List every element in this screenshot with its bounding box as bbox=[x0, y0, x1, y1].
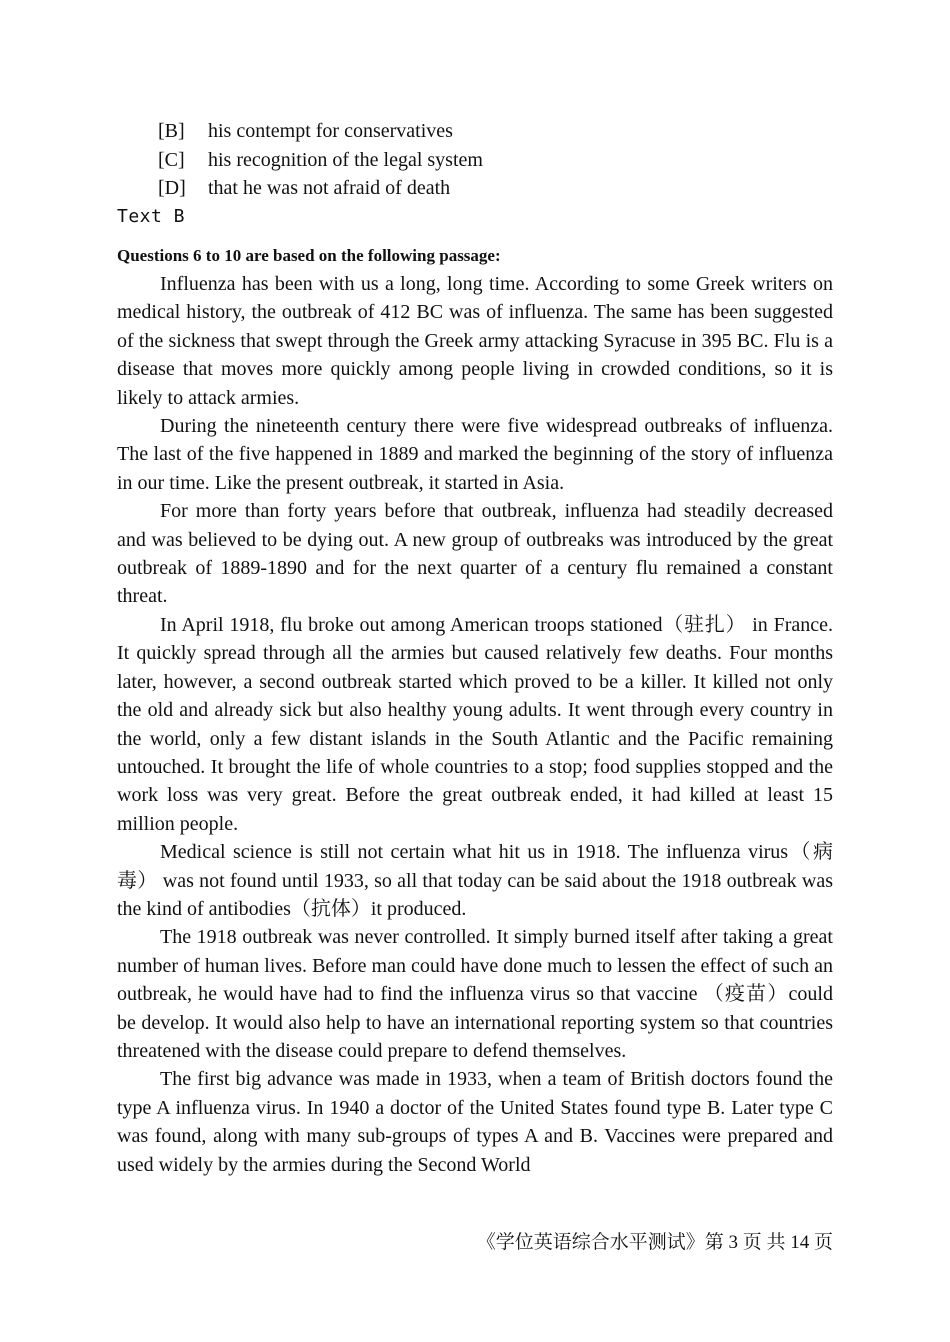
passage-instruction: Questions 6 to 10 are based on the following passage: bbox=[117, 246, 501, 265]
passage-paragraph: In April 1918, flu broke out among American troops stationed（驻扎） in France. It quickly spread through all the armies but caused relatively few deaths. Four months later, however, a second outbreak started which proved to be a killer. It killed not only the old and already sick but also healthy young adults. It went through every country in the world, only a few distant islands in the South Atlantic and the Pacific remaining untouched. It brought the life of whole countries to a stop; food supplies stopped and the work loss was very great. Before the great outbreak ended, it had killed at least 15 million people. bbox=[117, 613, 833, 835]
option-text: his recognition of the legal system bbox=[208, 148, 483, 171]
answer-options bbox=[158, 117, 483, 203]
reading-passage bbox=[117, 270, 833, 1179]
passage-paragraph: During the nineteenth century there were five widespread outbreaks of influenza. The last of the five happened in 1889 and marked the beginning of the story of influenza in our time. Like the present outbreak, it started in Asia. bbox=[117, 415, 833, 494]
option-letter: [B] bbox=[158, 120, 185, 142]
option-d bbox=[158, 174, 483, 203]
page-footer: 《学位英语综合水平测试》第 3 页 共 14 页 bbox=[476, 1232, 833, 1253]
passage-paragraph: Medical science is still not certain what hit us in 1918. The influenza virus（病毒） was not found until 1933, so all that today can be said about the 1918 outbreak was the kind of antibodies（抗体）it produced. bbox=[117, 841, 833, 920]
option-text: his contempt for conservatives bbox=[208, 120, 453, 142]
option-text: that he was not afraid of death bbox=[208, 177, 451, 199]
passage-paragraph: Influenza has been with us a long, long time. According to some Greek writers on medical history, the outbreak of 412 BC was of influenza. The same has been suggested of the sickness that swept through the Greek army attacking Syracuse in 395 BC. Flu is a disease that moves more quickly among people living in crowded conditions, so it is likely to attack armies. bbox=[117, 273, 833, 409]
option-letter: [D] bbox=[158, 177, 186, 199]
option-c bbox=[158, 146, 483, 175]
section-label: Text B bbox=[117, 206, 186, 227]
passage-paragraph: The first big advance was made in 1933, when a team of British doctors found the type A influenza virus. In 1940 a doctor of the United States found type B. Later type C was found, along with many sub-groups of types A and B. Vaccines were prepared and used widely by the armies during the Second World bbox=[117, 1068, 833, 1176]
option-letter: [C] bbox=[158, 148, 185, 171]
passage-paragraph: For more than forty years before that outbreak, influenza had steadily decreased and was believed to be dying out. A new group of outbreaks was introduced by the great outbreak of 1889-1890 and for the next quarter of a century flu remained a constant threat. bbox=[117, 500, 833, 608]
option-b bbox=[158, 117, 483, 146]
passage-paragraph: The 1918 outbreak was never controlled. It simply burned itself after taking a great number of human lives. Before man could have done much to lessen the effect of such an outbreak, he would have had to find the influenza virus so that vaccine （疫苗）could be develop. It would also help to have an international reporting system so that countries threatened with the disease could prepare to defend themselves. bbox=[117, 926, 833, 1062]
